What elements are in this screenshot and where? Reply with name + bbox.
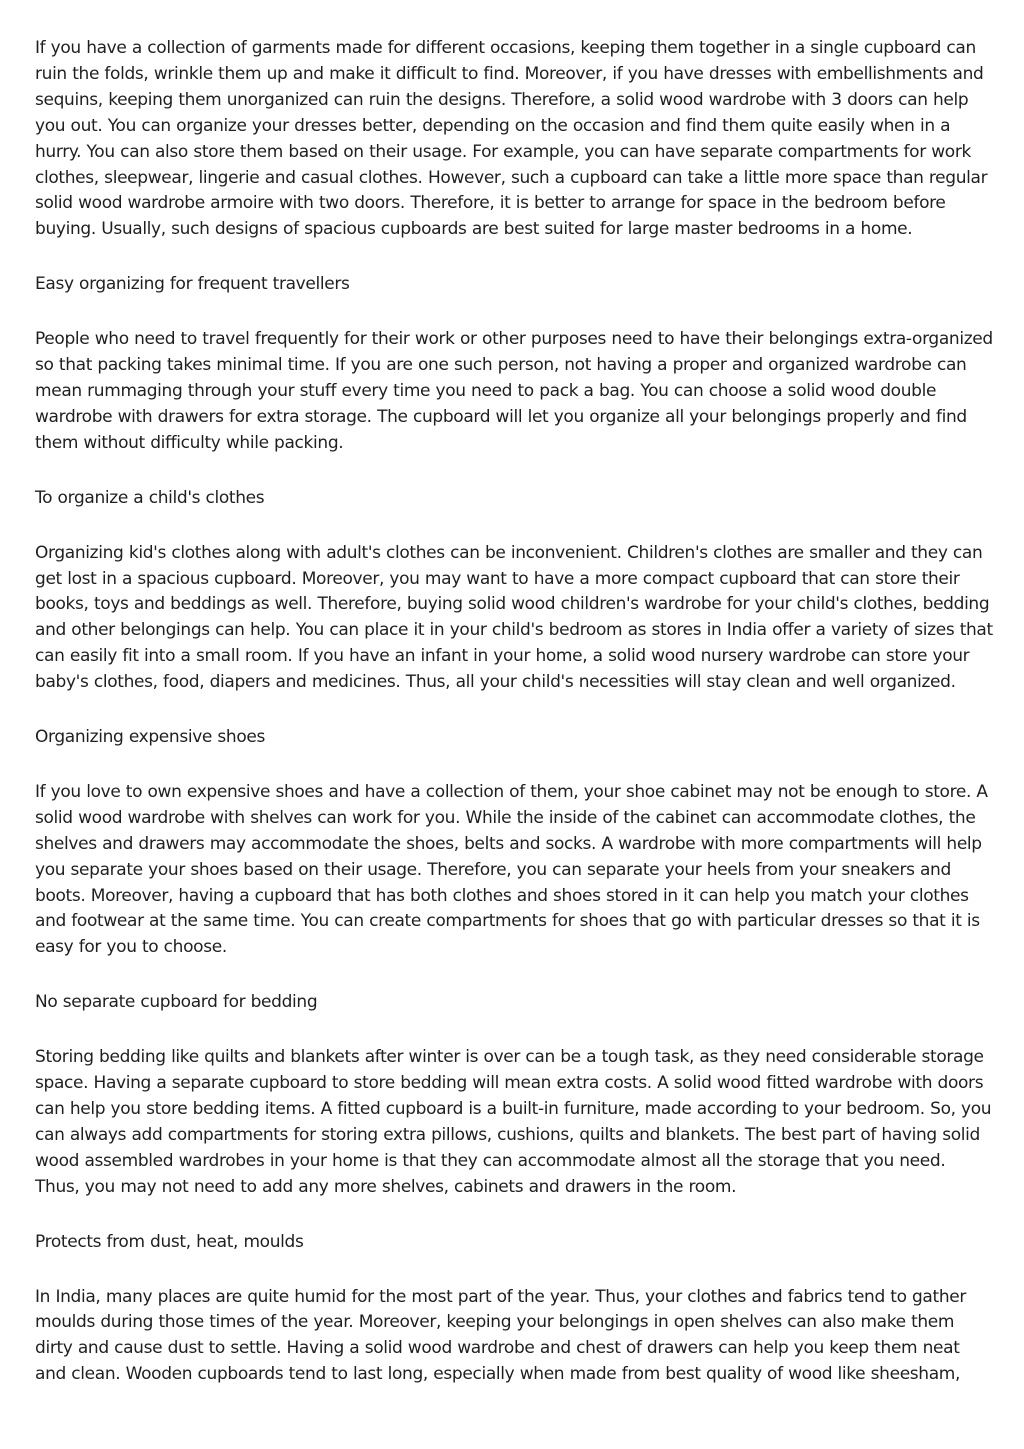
heading-protection: Protects from dust, heat, moulds (35, 1231, 304, 1252)
paragraph-protection: In India, many places are quite humid for the most part of the year. Thus, your clothes and fabrics tend to gather moulds during those times of the year. Moreover, keeping your belongings in open shelves can also make them dirty and cause dust to settle. Having a solid wood wardrobe and chest of drawers can help you keep them neat and clean. Wooden cupboards tend to last long, especially when made from best quality of wood like sheesham, (35, 1286, 966, 1385)
paragraph-bedding: Storing bedding like quilts and blankets after winter is over can be a tough task, as they need considerable storage space. Having a separate cupboard to store bedding will mean extra costs. A solid wood fitted wardrobe with doors can help you store bedding items. A fitted cupboard is a built-in furniture, made according to your bedroom. So, you can always add compartments for storing extra pillows, cushions, quilts and blankets. The best part of having solid wood assembled wardrobes in your home is that they can accommodate almost all the storage that you need. Thus, you may not need to add any more shelves, cabinets and drawers in the room. (35, 1047, 992, 1197)
document-page (35, 36, 993, 1417)
paragraph-child-clothes: Organizing kid's clothes along with adult's clothes can be inconvenient. Children's clothes are smaller and they can get lost in a spacious cupboard. Moreover, you may want to have a more compact cupboard that can store their books, toys and beddings as well. Therefore, buying solid wood children's wardrobe for your child's clothes, bedding and other belongings can help. You can place it in your child's bedroom as stores in India offer a variety of sizes that can easily fit into a small room. If you have an infant in your home, a solid wood nursery wardrobe can store your baby's clothes, food, diapers and medicines. Thus, all your child's necessities will stay clean and well organized. (35, 542, 993, 693)
heading-bedding: No separate cupboard for bedding (35, 992, 318, 1013)
paragraph-shoes: If you love to own expensive shoes and have a collection of them, your shoe cabinet may not be enough to store. A solid wood wardrobe with shelves can work for you. While the inside of the cabinet can accommodate clothes, the shelves and drawers may accommodate the shoes, belts and socks. A wardrobe with more compartments will help you separate your shoes based on their usage. Therefore, you can separate your heels from your sneakers and boots. Moreover, having a cupboard that has both clothes and shoes stored in it can help you match your clothes and footwear at the same time. You can create compartments for shoes that go with particular dresses so that it is easy for you to choose. (35, 781, 988, 958)
heading-travellers: Easy organizing for frequent travellers (35, 274, 350, 295)
heading-child-clothes: To organize a child's clothes (35, 487, 265, 508)
paragraph-garments: If you have a collection of garments made for different occasions, keeping them together in a single cupboard can ruin the folds, wrinkle them up and make it difficult to find. Moreover, if you have dresses with embellishments and sequins, keeping them unorganized can ruin the designs. Therefore, a solid wood wardrobe with 3 doors can help you out. You can organize your dresses better, depending on the occasion and find them quite easily when in a hurry. You can also store them based on their usage. For example, you can have separate compartments for work clothes, sleepwear, lingerie and casual clothes. However, such a cupboard can take a little more space than regular solid wood wardrobe armoire with two doors. Therefore, it is better to arrange for space in the bedroom before buying. Usually, such designs of spacious cupboards are best suited for large master bedrooms in a home. (35, 38, 988, 240)
paragraph-travellers: People who need to travel frequently for their work or other purposes need to have their belongings extra-organized so that packing takes minimal time. If you are one such person, not having a proper and organized wardrobe can mean rummaging through your stuff every time you need to pack a bag. You can choose a solid wood double wardrobe with drawers for extra storage. The cupboard will let you organize all your belongings properly and find them without difficulty while packing. (35, 329, 993, 453)
heading-shoes: Organizing expensive shoes (35, 727, 265, 748)
